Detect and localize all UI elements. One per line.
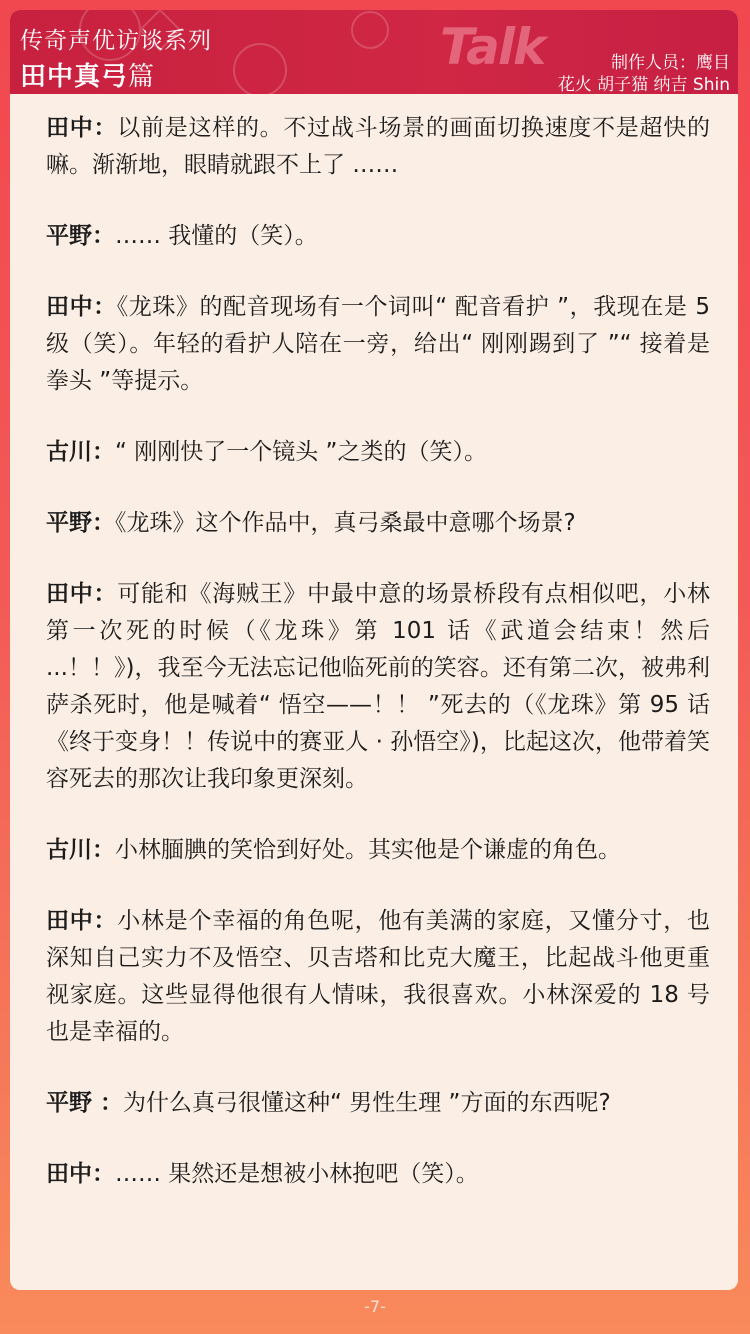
dialogue-text: 《龙珠》这个作品中，真弓桑最中意哪个场景? (115, 510, 576, 536)
dialogue-text: 小林腼腆的笑恰到好处。其实他是个谦虚的角色。 (115, 837, 621, 863)
dialogue-text: 以前是这样的。不过战斗场景的画面切换速度不是超快的嘛。渐渐地，眼睛就跟不上了 …… (46, 115, 711, 178)
dialogue-text: 可能和《海贼王》中最中意的场景桥段有点相似吧，小林第一次死的时候（《龙珠》第 101 话《武道会结束！然后 ...！！》)，我至今无法忘记他临死前的笑容。还有第二次，被弗利萨杀死时，他是喊着“ 悟空——！！ ”死去的（《龙珠》第 95 话《终于变身！！传说中的赛亚人 · 孙悟空》)，比起这次，他带着笑容死去的那次让我印象更深刻。 (46, 581, 711, 792)
dialogue-line (46, 218, 710, 255)
page-card (10, 10, 738, 1290)
dialogue-line (46, 289, 710, 400)
dialogue-text: …… 我懂的（笑）。 (115, 223, 318, 249)
credits-label: 制作人员：鹰目 (611, 53, 730, 73)
speaker-label: 平野： (46, 510, 115, 536)
speaker-label: 古川： (46, 837, 115, 863)
speaker-label: 田中： (46, 115, 118, 141)
episode-name: 田中真弓 (20, 62, 129, 92)
dialogue-line (46, 1156, 710, 1193)
episode-suffix: 篇 (128, 62, 156, 92)
dialogue-text: 为什么真弓很懂这种“ 男性生理 ”方面的东西呢? (123, 1090, 611, 1116)
watermark-logo: Talk (440, 18, 545, 76)
dialogue-line (46, 110, 710, 184)
page-number: -7- (364, 1297, 386, 1316)
dialogue-line (46, 505, 710, 542)
credits-names: 花火 胡子猫 纳吉 Shin (557, 75, 730, 94)
dialogue-text: …… 果然还是想被小林抱吧（笑）。 (115, 1161, 479, 1187)
speaker-label: 平野： (46, 223, 115, 249)
dialogue-content (46, 110, 710, 1227)
dialogue-line (46, 576, 710, 798)
header-banner (10, 10, 738, 94)
series-title: 传奇声优访谈系列 (20, 28, 212, 54)
speaker-label: 田中： (46, 1161, 115, 1187)
speaker-label: 平野 ： (46, 1090, 124, 1116)
dialogue-line (46, 903, 710, 1051)
dialogue-text: 《龙珠》的配音现场有一个词叫“ 配音看护 ”，我现在是 5 级（笑）。年轻的看护人陪在一旁，给出“ 刚刚踢到了 ”“ 接着是拳头 ”等提示。 (46, 294, 711, 394)
episode-title (20, 56, 155, 93)
speaker-label: 田中： (46, 908, 118, 934)
dialogue-line (46, 434, 710, 471)
speaker-label: 田中： (46, 581, 118, 607)
speaker-label: 田中： (46, 294, 117, 320)
dialogue-line (46, 1085, 710, 1122)
speaker-label: 古川： (46, 439, 115, 465)
dialogue-text: 小林是个幸福的角色呢，他有美满的家庭，又懂分寸，也深知自己实力不及悟空、贝吉塔和比克大魔王，比起战斗他更重视家庭。这些显得他很有人情味，我很喜欢。小林深爱的 18 号也是幸福的。 (46, 908, 711, 1045)
dialogue-text: “ 刚刚快了一个镜头 ”之类的（笑）。 (115, 439, 487, 465)
dialogue-line (46, 832, 710, 869)
